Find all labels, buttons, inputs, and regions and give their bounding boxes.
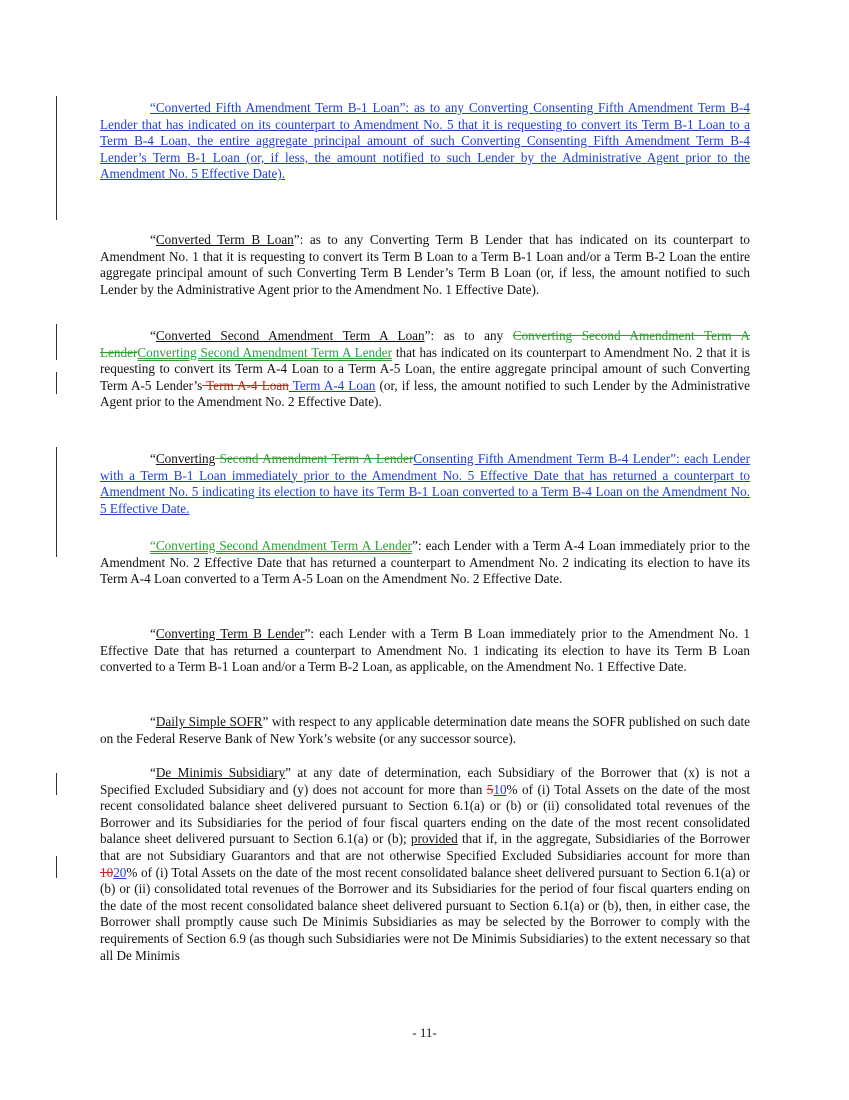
moved-from-text: Converting Second Amendment Term A Lender: [100, 328, 750, 360]
change-bar: [56, 773, 57, 795]
inserted-text: 10: [493, 781, 507, 797]
defined-term: Converted Second Amendment Term A Loan: [155, 328, 425, 343]
quote-open: “: [150, 451, 156, 466]
definition-text: that if, in the aggregate, Subsidiaries of the Borrower that are not Subsidiary Guarantors and that are not otherwise Specified Excluded Subsidiaries account for more than: [100, 831, 750, 863]
definition-text: % of (i) Total Assets on the date of the most recent consolidated balance sheet delivered pursuant to Section 6.1(a) or (b) or (ii) consolidated total revenues of the Borrower and its Subsidiaries for the period of four fiscal quarters ending on the date of the most recent consolidated balance sheet delivered pursuant to Section 6.1(a) or (b), then, in either case, the Borrower shall promptly cause such De Minimis Subsidiaries as may be selected by the Borrower to comply with the requirements of Section 6.9 (as though such Subsidiaries were not De Minimis Subsidiaries) to the extent necessary so that all De Minimis: [100, 864, 750, 963]
definition-converting-term-b-lender: [100, 626, 750, 676]
moved-from-text: Second Amendment Term A Lender: [215, 451, 414, 466]
definition-daily-simple-sofr: [100, 714, 750, 747]
quote-open: “: [150, 626, 156, 641]
inserted-text: Term A-4 Loan: [288, 377, 376, 393]
deleted-text: 10: [100, 864, 114, 880]
definition-text: (or, if less, the amount notified to such Lender by the Administrative Agent prior to the Amendment No. 2 Effective Date).: [100, 377, 751, 410]
definition-text: ” with respect to any applicable determination date means the SOFR published on such date on the Federal Reserve Bank of New York’s website (or any successor source).: [100, 714, 750, 746]
defined-term: Converting: [155, 451, 216, 466]
change-bar: [56, 372, 57, 394]
definition-converting-consenting-fifth-amendment-lender: [100, 451, 750, 517]
change-bar: [56, 324, 57, 360]
deleted-text: 5: [486, 781, 494, 797]
quote-open: “: [150, 232, 156, 247]
definition-text: ”: each Lender with a Term B Loan immediately prior to the Amendment No. 1 Effective Date that has returned a counterpart to Amendment No. 1 indicating its election to have its Term B Loan converted to a Term B-1 Loan and/or a Term B-2 Loan, as applicable, on the Amendment No. 1 Effective Date.: [100, 626, 750, 675]
defined-term: De Minimis Subsidiary: [155, 765, 286, 780]
quote-open: “: [150, 328, 156, 343]
definition-text: that has indicated on its counterpart to Amendment No. 2 that it is requesting to convert its Term A-4 Loan to a Term A-5 Loan, the entire aggregate principal amount of such Converting Term A-5 Lender’s: [100, 344, 750, 393]
change-bar: [56, 447, 57, 557]
proviso-term: provided: [410, 831, 458, 847]
defined-term: Daily Simple SOFR: [155, 714, 263, 729]
inserted-text: 20: [113, 864, 127, 880]
definition-text: ”: as to any Converting Term B Lender that has indicated on its counterpart to Amendment No. 1 that it is requesting to convert its Term B Loan to a Term B-1 Loan and/or a Term B-2 Loan the entire aggregate principal amount of such Converting Term B Lender’s Term B Loan (or, if less, the amount notified to such Lender by the Administrative Agent prior to the Amendment No. 1 Effective Date).: [100, 232, 750, 297]
quote-open: “: [150, 714, 156, 729]
change-bar: [56, 856, 57, 878]
moved-to-text: “Converting Second Amendment Term A Lender: [150, 538, 412, 553]
definition-converting-second-amendment-term-a-lender: [100, 538, 750, 588]
definition-converted-term-b-loan: [100, 232, 750, 298]
inserted-text: “Converted Fifth Amendment Term B-1 Loan”: as to any Converting Consenting Fifth Amendment Term B-4 Lender that has indicated on its counterpart to Amendment No. 5 that it is requesting to convert its Term B-1 Loan to a Term B-4 Loan, the entire aggregate principal amount of such Converting Consenting Fifth Amendment Term B-4 Lender’s Term B-1 Loan (or, if less, the amount notified to such Lender by the Administrative Agent prior to the Amendment No. 5 Effective Date).: [100, 100, 750, 182]
defined-term: Converting Term B Lender: [155, 626, 305, 641]
definition-converted-second-amendment-term-a-loan: [100, 328, 750, 411]
definition-text: ”: as to any: [424, 328, 513, 343]
definition-text: ” at any date of determination, each Subsidiary of the Borrower that (x) is not a Specified Excluded Subsidiary and (y) does not account for more than: [100, 765, 750, 797]
quote-open: “: [150, 765, 156, 780]
definition-de-minimis-subsidiary: [100, 765, 750, 964]
definition-text: % of (i) Total Assets on the date of the most recent consolidated balance sheet delivered pursuant to Section 6.1(a) or (b) or (ii) consolidated total revenues of the Borrower and its Subsidiaries for the period of four fiscal quarters ending on the date of the most recent consolidated balance sheet delivered pursuant to Section 6.1(a) or (b);: [100, 781, 750, 847]
page-number: - 11-: [412, 1025, 437, 1040]
deleted-text: Term A-4 Loan: [202, 377, 289, 393]
moved-to-text: Converting Second Amendment Term A Lender: [137, 344, 392, 360]
defined-term: Converted Term B Loan: [155, 232, 294, 247]
inserted-text: Consenting Fifth Amendment Term B-4 Lender”: each Lender with a Term B-1 Loan immediately prior to the Amendment No. 5 Effective Date that has returned a counterpart to Amendment No. 5 indicating its election to have its Term B-1 Loan converted to a Term B-4 Loan on the Amendment No. 5 Effective Date.: [100, 451, 750, 516]
definition-converted-fifth-amendment-term-b1-loan: [100, 100, 750, 183]
definition-text: ”: each Lender with a Term A-4 Loan immediately prior to the Amendment No. 2 Effective Date that has returned a counterpart to Amendment No. 2 indicating its election to have its Term A-4 Loan converted to a Term A-5 Loan on the Amendment No. 2 Effective Date.: [100, 538, 751, 587]
change-bar: [56, 96, 57, 220]
